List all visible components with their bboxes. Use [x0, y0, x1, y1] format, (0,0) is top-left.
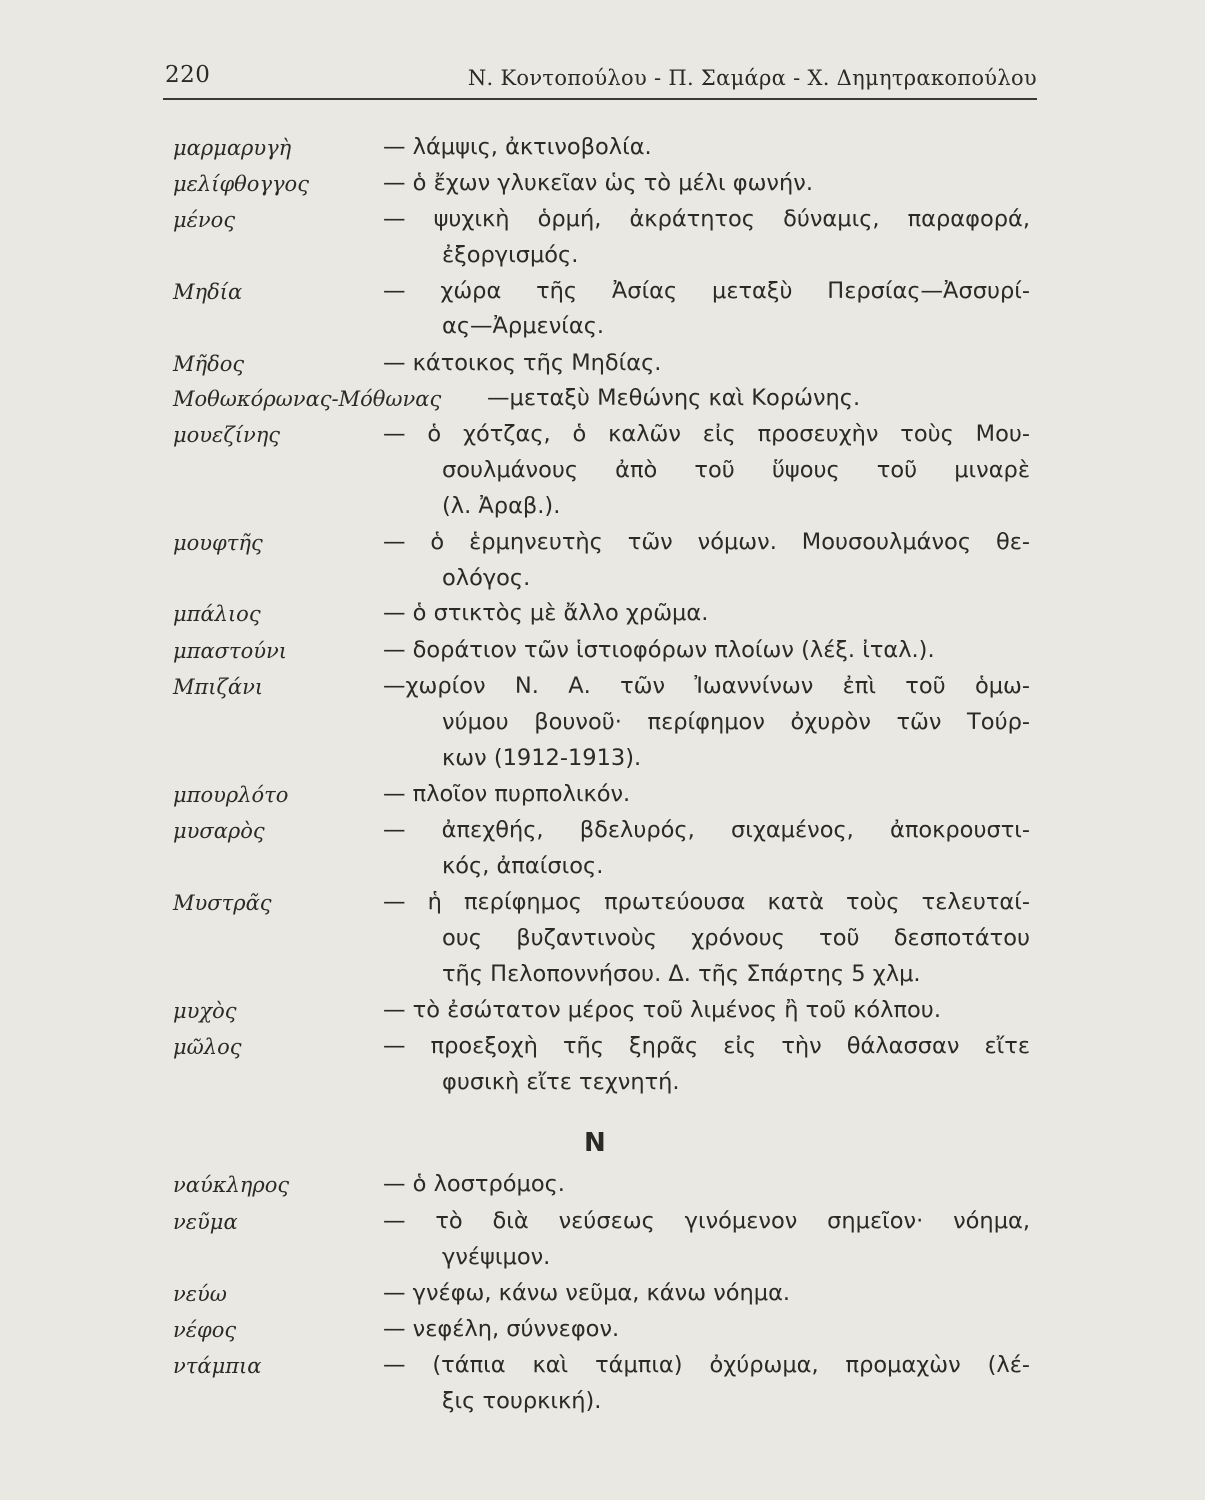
entry-definition-continuation: ξις τουρκική).	[442, 1388, 602, 1414]
entry-term: νεύω	[173, 1282, 227, 1306]
entry-definition: — κάτοικος τῆς Μηδίας.	[383, 350, 662, 376]
entry-definition: — γνέφω, κάνω νεῦμα, κάνω νόημα.	[383, 1280, 791, 1306]
entry-definition: — ὁ στικτὸς μὲ ἄλλο χρῶμα.	[383, 600, 709, 626]
page-number: 220	[165, 62, 211, 88]
entry-definition: — τὸ διὰ νεύσεως γινόμενον σημεῖον· νόημα,	[383, 1208, 1030, 1234]
entry-definition-continuation: ους βυζαντινοὺς χρόνους τοῦ δεσποτάτου	[442, 925, 1030, 951]
entry-definition: — προεξοχὴ τῆς ξηρᾶς εἰς τὴν θάλασσαν εἴτε	[383, 1033, 1030, 1059]
entry-term: Μυστρᾶς	[173, 891, 272, 915]
entry-term: Μῆδος	[173, 352, 245, 376]
entry-definition: —χωρίον Ν. Α. τῶν Ἰωαννίνων ἐπὶ τοῦ ὁμω-	[383, 673, 1030, 699]
entry-definition: — λάμψις, ἀκτινοβολία.	[383, 134, 652, 160]
entry-definition: — τὸ ἐσώτατον μέρος τοῦ λιμένος ἢ τοῦ κόλπου.	[383, 997, 941, 1023]
entry-term: μουεζίνης	[173, 423, 281, 447]
entry-definition-continuation: γνέψιμον.	[442, 1244, 551, 1270]
entry-term: μυχὸς	[173, 999, 237, 1023]
entry-definition: — χώρα τῆς Ἀσίας μεταξὺ Περσίας—Ἀσσυρί-	[383, 278, 1030, 304]
entry-term: νέφος	[173, 1318, 237, 1342]
entry-definition: — ὁ ἔχων γλυκεῖαν ὡς τὸ μέλι φωνήν.	[383, 170, 813, 196]
entry-definition: — νεφέλη, σύννεφον.	[383, 1316, 620, 1342]
entry-definition-continuation: τῆς Πελοποννήσου. Δ. τῆς Σπάρτης 5 χλμ.	[442, 961, 921, 987]
entry-definition-continuation: ολόγος.	[442, 565, 531, 591]
entry-term: μυσαρὸς	[173, 819, 265, 843]
entry-definition: — ἀπεχθής, βδελυρός, σιχαμένος, ἀποκρουστι-	[383, 817, 1030, 843]
entry-term: μουφτῆς	[173, 531, 263, 555]
entry-term: Μπιζάνι	[173, 675, 264, 699]
entry-definition: —μεταξὺ Μεθώνης καὶ Κορώνης.	[487, 385, 861, 411]
entry-term: Μηδία	[173, 280, 243, 304]
entry-definition-continuation: νύμου βουνοῦ· περίφημον ὀχυρὸν τῶν Τούρ-	[442, 709, 1030, 735]
entry-term: ναύκληρος	[173, 1173, 290, 1197]
entry-term: ντάμπια	[173, 1354, 262, 1378]
entry-definition-continuation: ας—Ἀρμενίας.	[442, 313, 605, 339]
entry-term: μπουρλότο	[173, 783, 289, 807]
entry-definition-continuation: κων (1912-1913).	[442, 745, 642, 771]
entry-definition: — ὁ ἑρμηνευτὴς τῶν νόμων. Μουσουλμάνος θε-	[383, 529, 1030, 555]
entry-definition-continuation: (λ. Ἀραβ.).	[442, 493, 561, 519]
entry-definition-continuation: σουλμάνους ἀπὸ τοῦ ὕψους τοῦ μιναρὲ	[442, 457, 1030, 483]
entry-term: μένος	[173, 208, 236, 232]
entry-definition-continuation: ἐξοργισμός.	[442, 242, 579, 268]
entry-definition: — ψυχικὴ ὁρμή, ἀκράτητος δύναμις, παραφορά,	[383, 206, 1030, 232]
entry-definition: — ὁ λοστρόμος.	[383, 1171, 565, 1197]
entry-definition-continuation: φυσικὴ εἴτε τεχνητή.	[442, 1069, 680, 1095]
entry-term: Μοθωκόρωνας-Μόθωνας	[173, 387, 442, 411]
entry-definition: — ἡ περίφημος πρωτεύουσα κατὰ τοὺς τελευταί-	[383, 889, 1030, 915]
entry-definition: — (τάπια καὶ τάμπια) ὀχύρωμα, προμαχὼν (λέ-	[383, 1352, 1030, 1378]
entry-term: νεῦμα	[173, 1210, 238, 1234]
entry-definition: — δοράτιον τῶν ἱστιοφόρων πλοίων (λέξ. ἰταλ.).	[383, 637, 935, 663]
entry-definition-continuation: κός, ἀπαίσιος.	[442, 853, 604, 879]
entry-definition: — πλοῖον πυρπολικόν.	[383, 781, 631, 807]
entry-definition: — ὁ χότζας, ὁ καλῶν εἰς προσευχὴν τοὺς Μου-	[383, 421, 1030, 447]
entry-term: μπάλιος	[173, 602, 261, 626]
running-title: Ν. Κοντοπούλου - Π. Σαμάρα - Χ. Δημητρακοπούλου	[467, 66, 1037, 90]
entry-term: μῶλος	[173, 1035, 242, 1059]
entry-term: μελίφθογγος	[173, 172, 309, 196]
entry-term: μαρμαρυγὴ	[173, 136, 292, 160]
entry-term: μπαστούνι	[173, 639, 287, 663]
section-letter: N	[584, 1128, 606, 1158]
